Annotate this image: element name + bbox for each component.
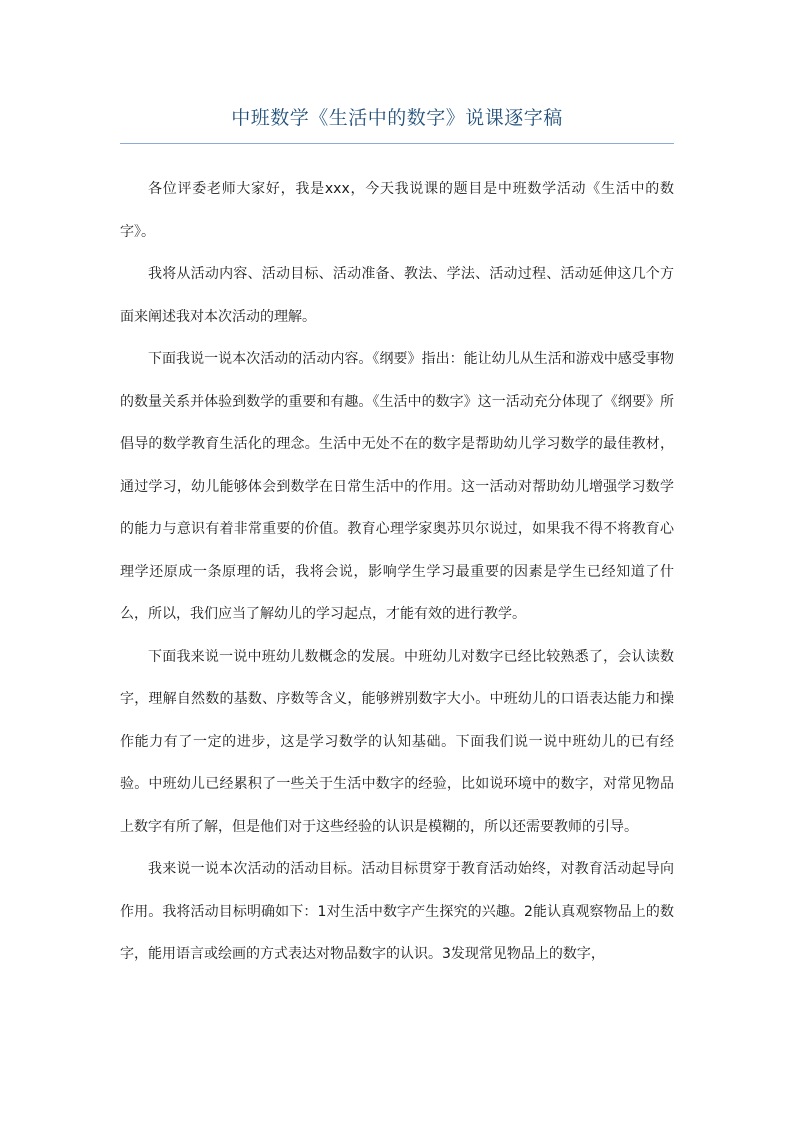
paragraph-child-development: 下面我来说一说中班幼儿数概念的发展。中班幼儿对数字已经比较熟悉了，会认读数字，理解自然数的基数、序数等含义，能够辨别数字大小。中班幼儿的口语表达能力和操作能力有了一定的进步，这是学习数学的认知基础。下面我们说一说中班幼儿的已有经验。中班幼儿已经累积了一些关于生活中数字的经验，比如说环境中的数字，对常见物品上数字有所了解，但是他们对于这些经验的认识是模糊的，所以还需要教师的引导。 bbox=[120, 648, 674, 835]
paragraph-greeting: 各位评委老师大家好，我是xxx，今天我说课的题目是中班数学活动《生活中的数字》。 bbox=[120, 181, 674, 240]
paragraph-activity-content: 下面我说一说本次活动的活动内容。《纲要》指出：能让幼儿从生活和游戏中感受事物的数量关系并体验到数学的重要和有趣。《生活中的数字》这一活动充分体现了《纲要》所倡导的数学教育生活化的理念。生活中无处不在的数字是帮助幼儿学习数学的最佳教材，通过学习，幼儿能够体会到数学在日常生活中的作用。这一活动对帮助幼儿增强学习数学的能力与意识有着非常重要的价值。教育心理学家奥苏贝尔说过，如果我不得不将教育心理学还原成一条原理的话，我将会说，影响学生学习最重要的因素是学生已经知道了什么，所以，我们应当了解幼儿的学习起点，才能有效的进行教学。 bbox=[120, 351, 674, 622]
title-divider bbox=[120, 143, 674, 144]
paragraph-outline: 我将从活动内容、活动目标、活动准备、教法、学法、活动过程、活动延伸这几个方面来阐述我对本次活动的理解。 bbox=[120, 266, 674, 325]
document-body bbox=[120, 168, 674, 976]
document-title: 中班数学《生活中的数字》说课逐字稿 bbox=[231, 107, 563, 129]
paragraph-activity-goals: 我来说一说本次活动的活动目标。活动目标贯穿于教育活动始终，对教育活动起导向作用。我将活动目标明确如下：1对生活中数字产生探究的兴趣。2能认真观察物品上的数字，能用语言或绘画的方式表达对物品数字的认识。3发现常见物品上的数字， bbox=[120, 861, 674, 962]
